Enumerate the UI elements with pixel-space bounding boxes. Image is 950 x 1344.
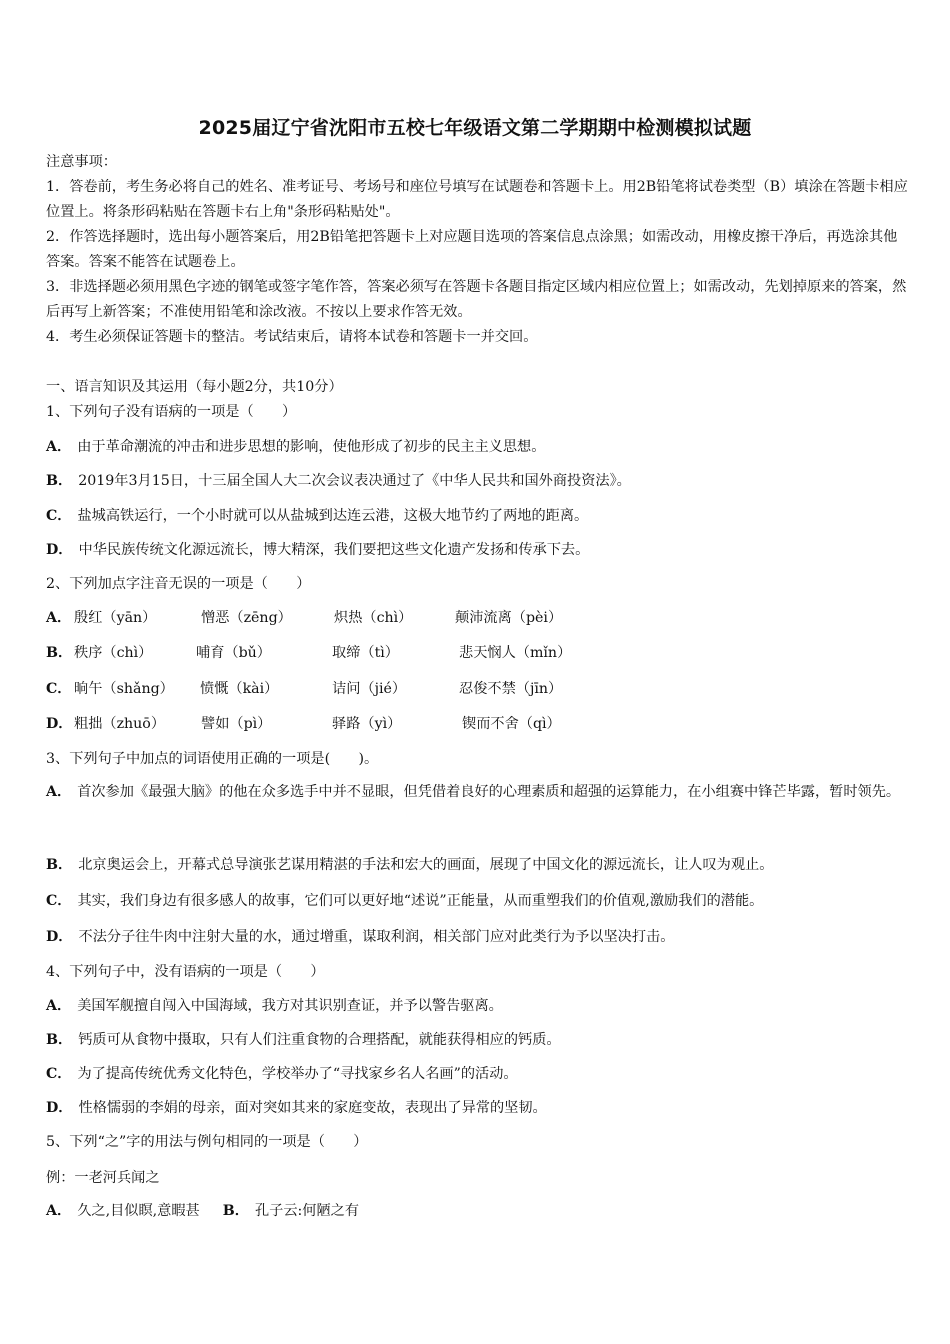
pinyin-item: 诘问（jié） (332, 681, 407, 697)
option-a (46, 995, 503, 1015)
pinyin-item: 晌午（shǎng） (74, 681, 174, 697)
page-title: 2025届辽宁省沈阳市五校七年级语文第二学期期中检测模拟试题 (198, 117, 752, 139)
option-label: D． (46, 929, 73, 945)
question-stem: 4、下列句子中，没有语病的一项是（ ） (46, 964, 325, 980)
option-label: B． (46, 645, 73, 661)
section-heading: 一、语言知识及其运用（每小题2分，共10分） (46, 379, 343, 395)
option-text: 中华民族传统文化源远流长，博大精深，我们要把这些文化遗产发扬和传承下去。 (78, 542, 590, 558)
option-d (46, 1097, 547, 1117)
pinyin-item: 殷红（yān） (74, 610, 157, 626)
option-c (46, 890, 763, 910)
pinyin-item: 哺育（bǔ） (196, 645, 271, 661)
notice-item: 4．考生必须保证答题卡的整洁。考试结束后，请将本试卷和答题卡一并交回。 (46, 329, 538, 345)
option-text: 性格懦弱的李娟的母亲，面对突如其来的家庭变故，表现出了异常的坚韧。 (78, 1100, 547, 1116)
question-stem: 2、下列加点字注音无误的一项是（ ） (46, 576, 311, 592)
option-label: B． (46, 473, 73, 489)
option-b (46, 854, 773, 874)
option-a (46, 436, 545, 456)
pinyin-item: 悲天悯人（mǐn） (459, 645, 572, 661)
pinyin-item: 炽热（chì） (334, 610, 413, 626)
option-label: A． (46, 784, 72, 800)
pinyin-item: 取缔（tì） (332, 645, 399, 661)
pinyin-item: 颠沛流离（pèi） (455, 610, 563, 626)
pinyin-item: 秩序（chì） (74, 645, 153, 661)
option-b (46, 1029, 561, 1049)
option-c (46, 1063, 518, 1083)
notice-heading: 注意事项： (46, 154, 117, 170)
option-text: 首次参加《最强大脑》的他在众多选手中并不显眼，但凭借着良好的心理素质和超强的运算能力，在小组赛中锋芒毕露，暂时领先。 (77, 784, 901, 800)
pinyin-item: 锲而不舍（qì） (462, 716, 561, 732)
option-row (46, 1200, 359, 1220)
question-stem: 1、下列句子没有语病的一项是（ ） (46, 404, 297, 420)
option-label: B． (46, 1032, 73, 1048)
option-label: C． (46, 893, 72, 909)
option-label: D． (46, 716, 73, 732)
option-label: C． (46, 1066, 72, 1082)
option-row (46, 678, 77, 698)
pinyin-item: 忍俊不禁（jīn） (459, 681, 563, 697)
option-text: 其实，我们身边有很多感人的故事，它们可以更好地“述说”正能量，从而重塑我们的价值观,激励我们的潜能。 (77, 893, 764, 909)
option-label: A． (46, 998, 72, 1014)
option-label: B． (222, 1203, 249, 1219)
option-label: D． (46, 1100, 73, 1116)
option-a (46, 774, 908, 810)
option-text: 盐城高铁运行，一个小时就可以从盐城到达连云港，这极大地节约了两地的距离。 (77, 508, 589, 524)
option-label: A． (46, 439, 72, 455)
option-row (46, 607, 77, 627)
option-label: A． (46, 610, 72, 626)
notice-item: 3．非选择题必须用黑色字迹的钢笔或签字笔作答，答案必须写在答题卡各题目指定区域内相应位置上；如需改动，先划掉原来的答案，然后再写上新答案；不准使用铅笔和涂改液。不按以上要求作答无效。 (46, 279, 907, 320)
option-text: 为了提高传统优秀文化特色，学校举办了“寻找家乡名人名画”的活动。 (77, 1066, 518, 1082)
option-d (46, 539, 589, 559)
pinyin-item: 憎恶（zēng） (201, 610, 292, 626)
option-c (46, 505, 588, 525)
question-stem: 5、下列“之”字的用法与例句相同的一项是（ ） (46, 1134, 368, 1150)
option-label: C． (46, 508, 72, 524)
option-label: B． (46, 857, 73, 873)
option-text: 2019年3月15日，十三届全国人大二次会议表决通过了《中华人民共和国外商投资法》。 (78, 473, 631, 489)
option-b (46, 470, 631, 490)
notice-item: 2．作答选择题时，选出每小题答案后，用2B铅笔把答题卡上对应题目选项的答案信息点涂黑；如需改动，用橡皮擦干净后，再选涂其他答案。答案不能答在试题卷上。 (46, 229, 898, 270)
pinyin-item: 粗拙（zhuō） (74, 716, 166, 732)
pinyin-item: 譬如（pì） (201, 716, 272, 732)
option-label: C． (46, 681, 72, 697)
option-d (46, 926, 674, 946)
option-text: 钙质可从食物中摄取，只有人们注重食物的合理搭配，就能获得相应的钙质。 (78, 1032, 561, 1048)
notice-item: 1．答卷前，考生务必将自己的姓名、准考证号、考场号和座位号填写在试题卷和答题卡上。用2B铅笔将试卷类型（B）填涂在答题卡相应位置上。将条形码粘贴在答题卡右上角"条形码粘贴处"。 (46, 179, 908, 220)
option-text: 由于革命潮流的冲击和进步思想的影响，使他形成了初步的民主主义思想。 (77, 439, 546, 455)
example-sentence: 例：一老河兵闻之 (46, 1170, 160, 1186)
pinyin-item: 愤慨（kài） (200, 681, 279, 697)
option-text: 北京奥运会上，开幕式总导演张艺谋用精湛的手法和宏大的画面，展现了中国文化的源远流长，让人叹为观止。 (78, 857, 774, 873)
option-text: 美国军舰擅自闯入中国海域，我方对其识别查证，并予以警告驱离。 (77, 998, 503, 1014)
question-stem: 3、下列句子中加点的词语使用正确的一项是( )。 (46, 751, 379, 767)
option-text: 久之,目似瞑,意暇甚 (77, 1203, 200, 1219)
pinyin-item: 驿路（yì） (332, 716, 402, 732)
option-label: A． (46, 1203, 72, 1219)
option-text: 不法分子往牛肉中注射大量的水，通过增重，谋取利润，相关部门应对此类行为予以坚决打击。 (78, 929, 675, 945)
option-text: 孔子云:何陋之有 (254, 1203, 360, 1219)
option-label: D． (46, 542, 73, 558)
